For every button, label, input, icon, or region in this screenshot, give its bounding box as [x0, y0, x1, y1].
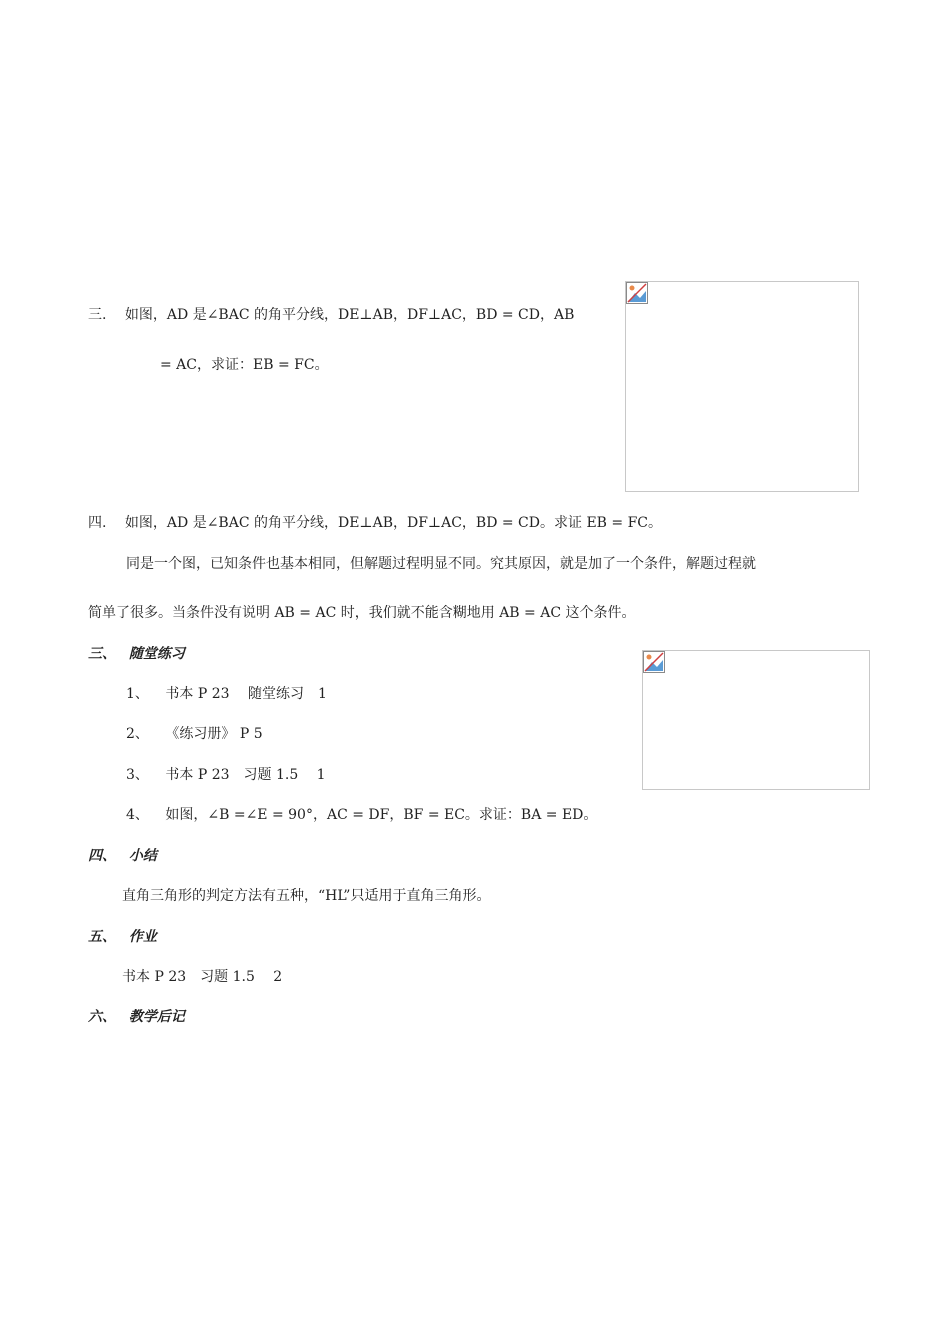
problem4-label: 四. — [88, 515, 107, 531]
list-item — [126, 724, 263, 744]
broken-image-icon — [626, 282, 648, 304]
section4-text: 直角三角形的判定方法有五种，“HL”只适用于直角三角形。 — [122, 888, 491, 904]
section4-heading — [88, 846, 157, 866]
list-item-number: 3、 — [126, 767, 149, 783]
section5-text: 书本 P 23 习题 1.5 2 — [122, 969, 283, 985]
section6-label: 六、 — [88, 1009, 116, 1025]
list-item-text: 《练习册》 P 5 — [165, 726, 263, 742]
figure-1-placeholder — [625, 281, 859, 492]
section4-label: 四、 — [88, 848, 116, 864]
problem3-text-1: 如图，AD 是∠BAC 的角平分线，DE⊥AB，DF⊥AC，BD = CD，AB — [124, 307, 575, 323]
problem4-line1 — [88, 513, 662, 533]
section5-label: 五、 — [88, 929, 116, 945]
list-item — [126, 684, 327, 704]
broken-image-icon — [643, 651, 665, 673]
list-item — [126, 765, 326, 785]
section3-title: 随堂练习 — [128, 646, 185, 662]
list-item-text: 书本 P 23 随堂练习 1 — [165, 686, 327, 702]
section5-title: 作业 — [128, 929, 157, 945]
problem3-line1 — [88, 305, 574, 325]
problem4-text-1: 如图，AD 是∠BAC 的角平分线，DE⊥AB，DF⊥AC，BD = CD。求证 EB = FC。 — [124, 515, 663, 531]
problem4-paragraph-1: 同是一个图，已知条件也基本相同，但解题过程明显不同。究其原因，就是加了一个条件，解题过程就 — [126, 556, 756, 572]
section4-title: 小结 — [128, 848, 157, 864]
section5-heading — [88, 927, 157, 947]
section6-heading — [88, 1007, 185, 1027]
list-item — [126, 805, 597, 825]
list-item-number: 2、 — [126, 726, 149, 742]
list-item-text: 书本 P 23 习题 1.5 1 — [165, 767, 326, 783]
problem3-label: 三. — [88, 307, 107, 323]
figure-2-placeholder — [642, 650, 870, 790]
problem4-paragraph-2: 简单了很多。当条件没有说明 AB = AC 时，我们就不能含糊地用 AB = AC 这个条件。 — [88, 605, 636, 621]
problem3-line2: = AC，求证：EB = FC。 — [160, 357, 329, 373]
list-item-number: 1、 — [126, 686, 149, 702]
section6-title: 教学后记 — [128, 1009, 185, 1025]
section3-label: 三、 — [88, 646, 116, 662]
section3-heading — [88, 644, 185, 664]
list-item-number: 4、 — [126, 807, 149, 823]
list-item-text: 如图，∠B =∠E = 90°，AC = DF，BF = EC。求证：BA = ED。 — [165, 807, 598, 823]
